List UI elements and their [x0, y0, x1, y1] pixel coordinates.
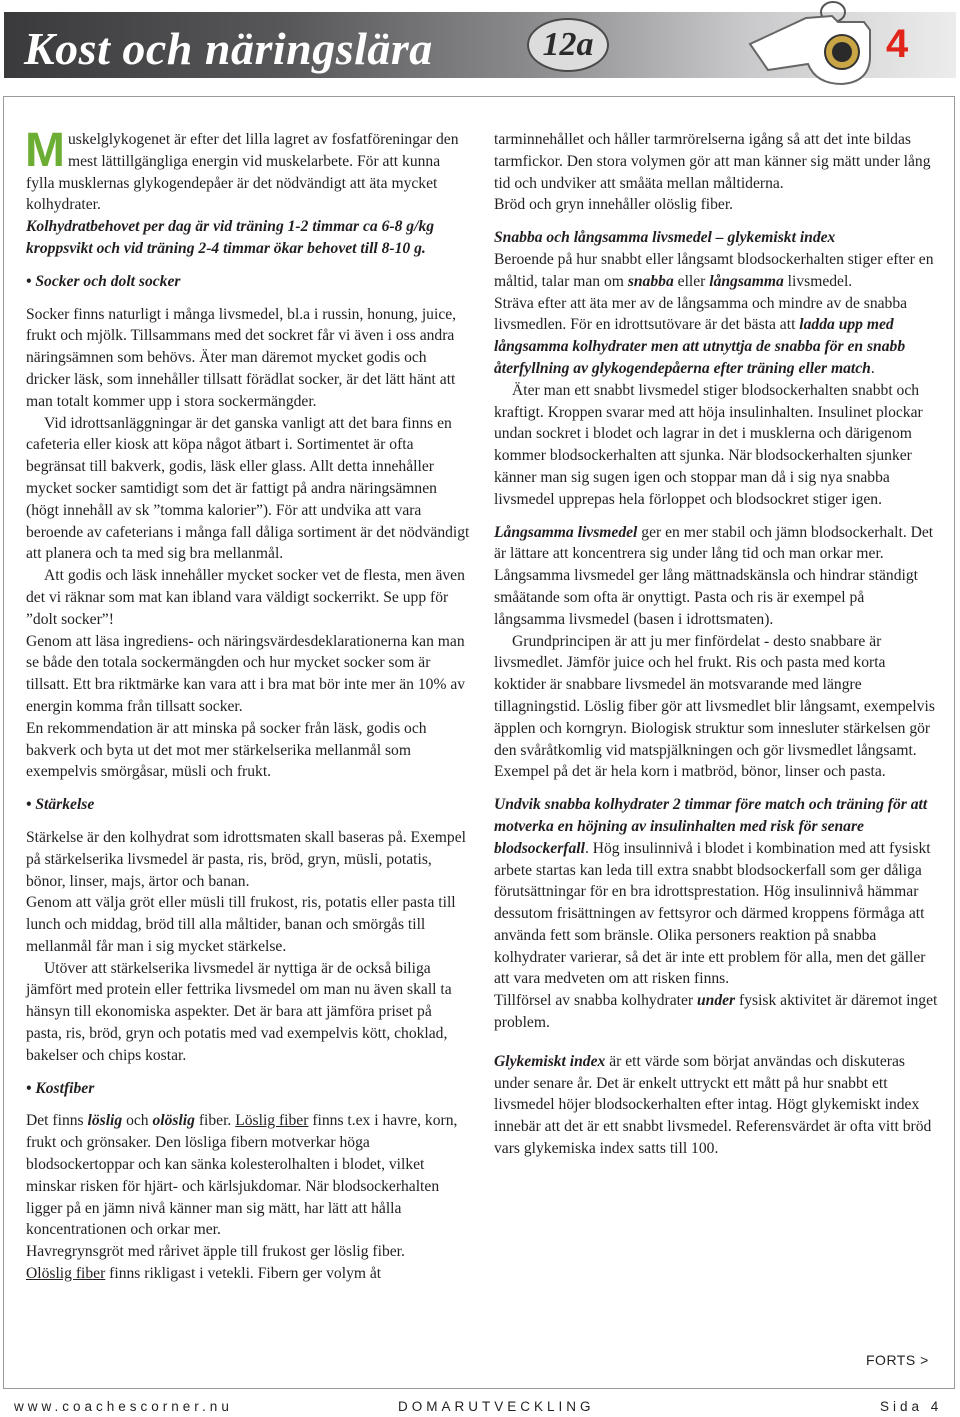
intro-paragraph: [25, 124, 470, 216]
fiber-bread: Bröd och gryn innehåller olöslig fiber.: [494, 196, 734, 214]
starkelse-paragraph-1: Stärkelse är den kolhydrat som idrottsmaten skall baseras på. Exempel på stärkelserika livsmedel är pasta, ris, bröd, gryn, müsli, potatis, bönor, linser, majs, ärtor och banan.: [26, 828, 466, 890]
intro-text: uskelglykogenet är efter det lilla lagret av fosfatföreningar den mest lättillgängliga energin vid muskelarbete. För att kunna fylla musklernas glykogendepåer är det nödvändigt att äta mycket kolhydrater.: [26, 131, 459, 214]
text-run: Löslig fiber: [235, 1112, 309, 1130]
text-run: ladda upp med långsamma kolhydrater men att utnyttja de snabba för en snabb återfyllning av glykogendepåerna efter träning eller match: [494, 316, 906, 377]
snabba-paragraph-1: [494, 249, 938, 293]
text-run: Olöslig fiber: [26, 1265, 106, 1283]
text-run: under: [696, 992, 736, 1010]
starkelse-paragraph-2: Genom att välja gröt eller müsli till frukost, ris, potatis eller pasta till lunch och middag, bröd till alla måltider, banan och smörgås till mellanmål får man i sig mycket stärkelse.: [26, 894, 456, 955]
text-run: eller: [673, 272, 710, 290]
footer-section: DOMARUTVECKLING: [398, 1399, 595, 1414]
socker-paragraph-5: En rekommendation är att minska på socker från läsk, godis och bakverk och byta ut det mot mer stärkelserika mellanmål som exempelvis smörgåsar, müsli och frukt.: [26, 719, 427, 781]
text-run: fiber.: [194, 1112, 236, 1130]
socker-paragraph-4: Genom att läsa ingrediens- och näringsvärdesdeklarationerna kan man se både den totala sockermängden och hur mycket socker som är tillsatt. Ett bra riktmärke kan vara att i bra mat bör inte mer än 10% av energin komma från tillsatt socker.: [26, 632, 466, 715]
heading-kostfiber: • Kostfiber: [26, 1079, 95, 1097]
text-run: och: [122, 1112, 153, 1130]
text-run: .: [870, 359, 875, 377]
chapter-badge: 12a: [527, 18, 609, 72]
starkelse-paragraph-3: Utöver att stärkelserika livsmedel är nyttiga är de också biliga jämfört med protein eller fettrika livsmedel om man nu även skall ta hänsyn till ekonomiska aspekter. Det är bara att jämföra priset på pasta, ris, bröd, gryn och potatis med vad exempelvis kött, choklad, bakelser och chips kostar.: [26, 959, 452, 1064]
drop-cap: M: [25, 124, 65, 177]
text-run: löslig: [87, 1112, 123, 1130]
fiber-continued: tarminnehållet och håller tarmrörelserna igång så att det inte bildas tarmfickor. Den stora volymen gör att man känner sig mätt under lång tid och undviker att småäta mellan måltiderna.: [494, 131, 931, 192]
text-run: Sträva efter att äta mer av de långsamma och mindre av de snabba livsmedlen. För en idrottsutövare är det bästa att: [494, 294, 908, 334]
text-run: finns t.ex i havre, korn, frukt och grönsaker. Den lösliga fibern motverkar höga blodsockertoppar och kan sänka kolesterolhalten i blodet, vilket minskar risken för hjärt- och kärlsjukdomar. När blodsockerhalten ligger på en jämn nivå känner man sig mätt, har lätt att hålla koncentrationen och orkar mer.: [26, 1112, 458, 1239]
text-run: Långsamma livsmedel: [494, 523, 638, 541]
snabba-paragraph-2: [494, 293, 938, 380]
text-run: fysisk aktivitet är däremot inget problem.: [494, 992, 938, 1032]
socker-paragraph-3: Att godis och läsk innehåller mycket socker vet de flesta, men även det vi räknar som mat kan ibland vara väldigt sockerrikt. Se upp för ”dolt socker”!: [26, 567, 465, 628]
tillforsel-paragraph: [494, 990, 938, 1034]
kostfiber-paragraph-3: [26, 1263, 470, 1285]
kostfiber-paragraph-2: Havregrynsgröt med rårivet äpple till frukost ger löslig fiber.: [26, 1243, 405, 1261]
text-run: Det finns: [26, 1112, 88, 1130]
grundprincip-paragraph: Grundprincipen är att ju mer finfördelat - desto snabbare är livsmedlet. Jämför juice och hel frukt. Ris och pasta med korta koktider är snabbare livsmedel än motsvarande med längre tillagningstid. Löslig fiber gör att livsmedlet blir långsamt, exempelvis äpplen och korngryn. Biologisk struktur som innesluter stärkelsen gör den svåråtkomlig vid matspjälkningen och gör livsmedlet långsamt. Exempel på det är hela korn i matbröd, bönor, linser och pasta.: [494, 632, 935, 781]
text-run: olöslig: [152, 1112, 195, 1130]
text-run: finns rikligast i vetekli. Fibern ger volym åt: [105, 1265, 382, 1283]
kostfiber-paragraph-1: [26, 1110, 470, 1241]
text-run: . Hög insulinnivå i blodet i kombination med att fysiskt arbete startas kan leda till extra snabbt blodsockerfall som ger dåliga förutsättningar för en bra idrottsprestation. Hög insulinnivå hämmar dessutom frisättningen av fettsyror och därmed kroppens förmåga att använda fett som bränsle. Olika personers reaktion på snabba kolhydrater varierar, så det är inte ett problem för alla, men det gäller att vara medveten om att risken finns.: [494, 839, 931, 988]
heading-snabba: Snabba och långsamma livsmedel – glykemiskt index: [494, 229, 836, 247]
footer-site-link[interactable]: www.coachescorner.nu: [14, 1399, 233, 1414]
heading-socker: • Socker och dolt socker: [26, 272, 181, 290]
heading-starkelse: • Stärkelse: [26, 796, 95, 814]
text-run: snabba: [627, 272, 674, 290]
text-run: livsmedel.: [783, 272, 853, 290]
text-run: Tillförsel av snabba kolhydrater: [494, 992, 697, 1010]
page-header: [0, 0, 960, 96]
continued-link[interactable]: FORTS >: [866, 1352, 929, 1368]
carb-requirement: Kolhydratbehovet per dag är vid träning 1-2 timmar ca 6-8 g/kg kroppsvikt och vid träning 2-4 timmar ökar behovet till 8-10 g.: [26, 218, 435, 257]
glykemiskt-index-paragraph: [494, 1051, 938, 1160]
left-column: [25, 124, 470, 1285]
socker-paragraph-2: Vid idrottsanläggningar är det ganska vanligt att det bara finns en cafeteria eller kiosk att köpa något ätbart i. Sortimentet är ofta begränsat till bakverk, godis, läsk eller glass. Allt detta innehåller mycket socker samtidigt som det är fattigt på andra näringsämnen (högt innehåll av sk ”tomma kalorier”). För att undvika att vara beroende av cafeterians i många fall dåliga sortiment är det nödvändigt att planera och ta med sig bra mellanmål.: [26, 414, 470, 563]
snabba-paragraph-3: Äter man ett snabbt livsmedel stiger blodsockerhalten snabbt och kraftigt. Kroppen svarar med att höja insulinhalten. Insulinet plockar undan sockret i blodet och lagrar in det i musklerna och därigenom kommer blodsockerhalten att sjunka. När blodsockerhalten sjunker känner man sig sugen igen och stoppar man då i sig nya snabba livsmedel upprepas hela förloppet och blodsockret stiger igen.: [494, 381, 923, 508]
page-number: 4: [886, 22, 909, 66]
text-run: långsamma: [709, 272, 784, 290]
text-run: Undvik snabba kolhydrater 2 timmar före match och träning för att motverka en höjning av insulinhalten med risk för senare blodsockerfall: [494, 796, 928, 857]
text-run: Glykemiskt index: [494, 1052, 606, 1070]
text-run: ger en mer stabil och jämn blodsockerhalt. Det är lättare att koncentrera sig under lång tid och man orkar mer. Långsamma livsmedel ger lång mättnadskänsla och hindrar ständigt småätande som ofta är onyttigt. Pasta och ris är exempel på långsamma livsmedel (basen i idrottsmaten).: [494, 523, 934, 628]
undvik-paragraph: [494, 794, 938, 990]
footer-page: Sida 4: [880, 1399, 943, 1414]
whistle-icon: [746, 0, 896, 96]
langsamma-paragraph: [494, 522, 938, 631]
text-run: är ett värde som börjat användas och diskuteras under senare år. Det är enkelt uttryckt ett mått på hur snabbt ett livsmedel höjer blodsockerhalten efter intag. Högt glykemiskt index innebär att det är ett snabbt livsmedel. Referensvärdet är ofta vitt bröd vars glykemiska index satts till 100.: [494, 1052, 932, 1158]
page-footer: [0, 1393, 960, 1417]
text-run: Beroende på hur snabbt eller långsamt blodsockerhalten stiger efter en måltid, talar man om: [494, 250, 934, 290]
socker-paragraph-1: Socker finns naturligt i många livsmedel, bl.a i russin, honung, juice, frukt och mjölk. Tillsammans med det sockret får vi även i oss andra näringsämnen som behövs. Äter man däremot mycket godis och dricker läsk, som innehåller tillsatt förädlat socker, är det lätt hänt att man totalt kommer upp i stora sockermängder.: [26, 305, 457, 410]
right-column: [494, 129, 938, 1160]
page-title: Kost och näringslära: [24, 23, 433, 74]
